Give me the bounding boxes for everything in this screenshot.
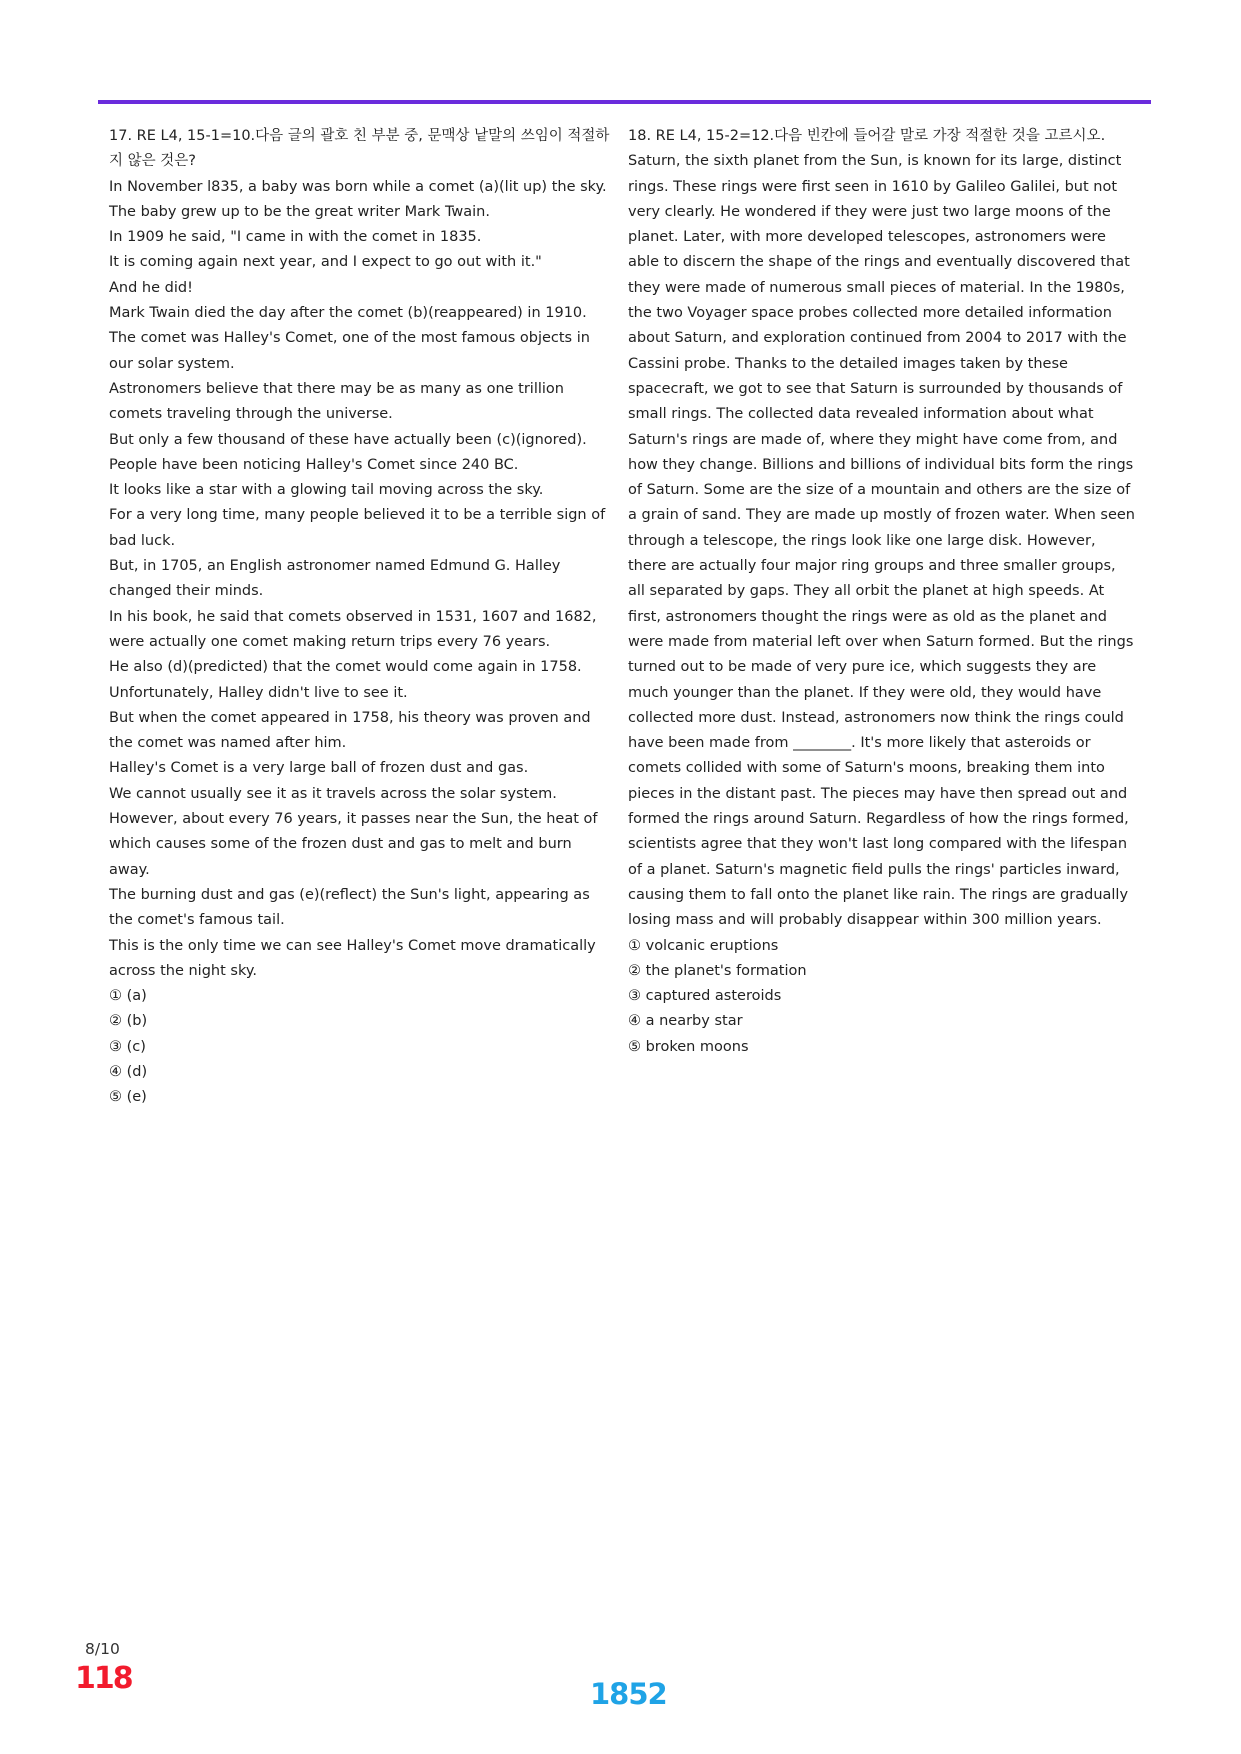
passage-line: But only a few thousand of these have actually been (c)(ignored).	[109, 431, 587, 448]
question-18	[628, 124, 1136, 1060]
answer-option-1[interactable]: ① (a)	[109, 988, 147, 1005]
answer-option-3[interactable]: ③ captured asteroids	[628, 988, 782, 1005]
passage-line: People have been noticing Halley's Comet since 240 BC.	[109, 456, 519, 473]
question-17-passage	[109, 175, 611, 985]
passage-line: The comet was Halley's Comet, one of the most famous objects in our solar system.	[109, 330, 590, 372]
passage-line: Astronomers believe that there may be as many as one trillion comets traveling through the universe.	[109, 380, 564, 423]
answer-option-5[interactable]: ⑤ (e)	[109, 1089, 147, 1106]
passage-line: In his book, he said that comets observed in 1531, 1607 and 1682, were actually one comet making return trips every 76 years.	[109, 608, 597, 650]
answer-option-4[interactable]: ④ a nearby star	[628, 1013, 743, 1030]
answer-option-1[interactable]: ① volcanic eruptions	[628, 937, 779, 954]
passage-line: Unfortunately, Halley didn't live to see it.	[109, 684, 408, 701]
passage-line: It looks like a star with a glowing tail moving across the sky.	[109, 482, 544, 499]
question-18-passage: Saturn, the sixth planet from the Sun, is known for its large, distinct rings. These rings were first seen in 1610 by Galileo Galilei, but not very clearly. He wondered if they were just two large moons of the planet. Later, with more developed telescopes, astronomers were able to discern the shape of the rings and eventually discovered that they were made of numerous small pieces of material. In the 1980s, the two Voyager space probes collected more detailed information about Saturn, and exploration continued from 2004 to 2017 with the Cassini probe. Thanks to the detailed images taken by these spacecraft, we got to see that Saturn is surrounded by thousands of small rings. The collected data revealed information about what Saturn's rings are made of, where they might have come from, and how they change. Billions and billions of individual bits form the rings of Saturn. Some are the size of a mountain and others are the size of a grain of sand. They are made up mostly of frozen water. When seen through a telescope, the rings look like one large disk. However, there are actually four major ring groups and three smaller groups, all separated by gaps. They all orbit the planet at high speeds. At first, astronomers thought the rings were as old as the planet and were made from material left over when Saturn formed. But the rings turned out to be made of very pure ice, which suggests they are much younger than the planet. If they were old, they would have collected more dust. Instead, astronomers now think the rings could have been made from ________. It's more likely that asteroids or comets collided with some of Saturn's moons, breaking them into pieces in the distant past. The pieces may have then spread out and formed the rings around Saturn. Regardless of how the rings formed, scientists agree that they won't last long compared with the lifespan of a planet. Saturn's magnetic field pulls the rings' particles inward, causing them to fall onto the planet like rain. The rings are gradually losing mass and will probably disappear within 300 million years.	[628, 153, 1135, 929]
passage-line: But when the comet appeared in 1758, his theory was proven and the comet was named after him.	[109, 709, 591, 752]
answer-option-2[interactable]: ② (b)	[109, 1013, 148, 1030]
passage-line: Halley's Comet is a very large ball of frozen dust and gas.	[109, 760, 529, 777]
passage-line: And he did!	[109, 279, 193, 296]
passage-line: In 1909 he said, "I came in with the comet in 1835.	[109, 229, 482, 246]
passage-line: However, about every 76 years, it passes near the Sun, the heat of which causes some of the frozen dust and gas to melt and burn away.	[109, 811, 598, 878]
question-17	[109, 124, 611, 1111]
answer-option-2[interactable]: ② the planet's formation	[628, 962, 807, 979]
page-fraction: 8/10	[85, 1640, 120, 1658]
passage-line: The baby grew up to be the great writer Mark Twain.	[109, 203, 490, 220]
passage-line: This is the only time we can see Halley's Comet move dramatically across the night sky.	[109, 937, 596, 979]
passage-line: It is coming again next year, and I expect to go out with it."	[109, 254, 542, 271]
passage-line: For a very long time, many people believed it to be a terrible sign of bad luck.	[109, 507, 606, 549]
answer-option-3[interactable]: ③ (c)	[109, 1038, 146, 1055]
question-17-header: 17. RE L4, 15-1=10.다음 글의 괄호 친 부분 중, 문맥상 낱말의 쓰임이 적절하지 않은 것은?	[109, 128, 610, 170]
question-17-options	[109, 984, 611, 1110]
question-18-header: 18. RE L4, 15-2=12.다음 빈칸에 들어갈 말로 가장 적절한 것을 고르시오.	[628, 128, 1106, 144]
passage-line: But, in 1705, an English astronomer named Edmund G. Halley changed their minds.	[109, 558, 561, 600]
passage-line: In November l835, a baby was born while a comet (a)(lit up) the sky.	[109, 178, 607, 195]
answer-option-4[interactable]: ④ (d)	[109, 1063, 148, 1080]
top-divider	[98, 100, 1151, 104]
answer-option-5[interactable]: ⑤ broken moons	[628, 1038, 749, 1055]
footer-code: 1852	[590, 1677, 667, 1711]
page-number: 118	[75, 1661, 132, 1696]
passage-line: We cannot usually see it as it travels across the solar system.	[109, 785, 557, 802]
passage-line: He also (d)(predicted) that the comet would come again in 1758.	[109, 659, 582, 676]
passage-line: Mark Twain died the day after the comet (b)(reappeared) in 1910.	[109, 305, 587, 322]
passage-line: The burning dust and gas (e)(reflect) the Sun's light, appearing as the comet's famous tail.	[109, 886, 590, 929]
question-18-options	[628, 934, 1136, 1060]
